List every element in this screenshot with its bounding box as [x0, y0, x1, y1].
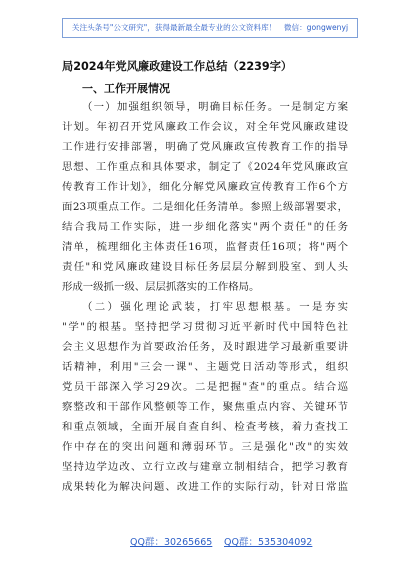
paragraph-line: 形成一级抓一级、层层抓落实的工作格局。 [62, 281, 260, 293]
qq-group-link-1[interactable]: QQ群：30265665 [130, 537, 213, 548]
paragraph-line: 坚持边学边改、立行立改与建章立制相结合，把学习教育 [62, 461, 348, 473]
document-title: 局2024年党风廉政建设工作总结（2239字） [62, 60, 293, 73]
section-heading: 一、工作开展情况 [82, 82, 170, 95]
paragraph-line: 党员干部深入学习29次。二是把握"查"的重点。结合巡 [62, 381, 348, 393]
paragraph-line: 清单，梳理细化主体责任16项，监督责任16项；将"两个 [62, 241, 348, 253]
paragraph-line: "学"的根基。坚持把学习贯彻习近平新时代中国特色社 [62, 321, 348, 333]
paragraph-line: （一）加强组织领导，明确目标任务。一是制定方案 [82, 101, 348, 113]
paragraph-line: 计划。年初召开党风廉政工作会议，对全年党风廉政建设 [62, 121, 348, 133]
paragraph-line: 面23项重点工作。二是细化任务清单。参照上级部署要求， [62, 201, 348, 213]
header-banner: 关注头条号"公文研究"，获得最新最全最专业的公文资料库！ 微信：gongwenyj [62, 18, 358, 38]
paragraph-line: 和重点领域，全面开展自查自纠、检查考核，着力查找工 [62, 421, 348, 433]
paragraph-line: 察整改和干部作风整顿等工作，聚焦重点内容、关键环节 [62, 401, 348, 413]
paragraph-line: 传教育工作计划》，细化分解党风廉政宣传教育工作6个方 [62, 181, 348, 193]
paragraph-line: 会主义思想作为首要政治任务，及时跟进学习最新重要讲 [62, 341, 348, 353]
paragraph-line: 思想、工作重点和具体要求，制定了《2024年党风廉政宣 [62, 161, 348, 173]
footer [0, 536, 408, 550]
paragraph-line: （二）强化理论武装，打牢思想根基。一是夯实 [82, 301, 348, 313]
qq-group-link-2[interactable]: QQ群：535304092 [224, 537, 313, 548]
paragraph-line: 话精神，利用"三会一课"、主题党日活动等形式，组织 [62, 361, 348, 373]
paragraph-line: 工作进行安排部署，明确了党风廉政宣传教育工作的指导 [62, 141, 348, 153]
paragraph-line: 作中存在的突出问题和薄弱环节。三是强化"改"的实效 [62, 441, 348, 453]
paragraph-line: 结合我局工作实际，进一步细化落实"两个责任"的任务 [62, 221, 348, 233]
paragraph-line: 责任"和党风廉政建设目标任务层层分解到股室、到人头 [62, 261, 348, 273]
paragraph-line: 成果转化为解决问题、改进工作的实际行动，针对日常监 [62, 481, 348, 493]
